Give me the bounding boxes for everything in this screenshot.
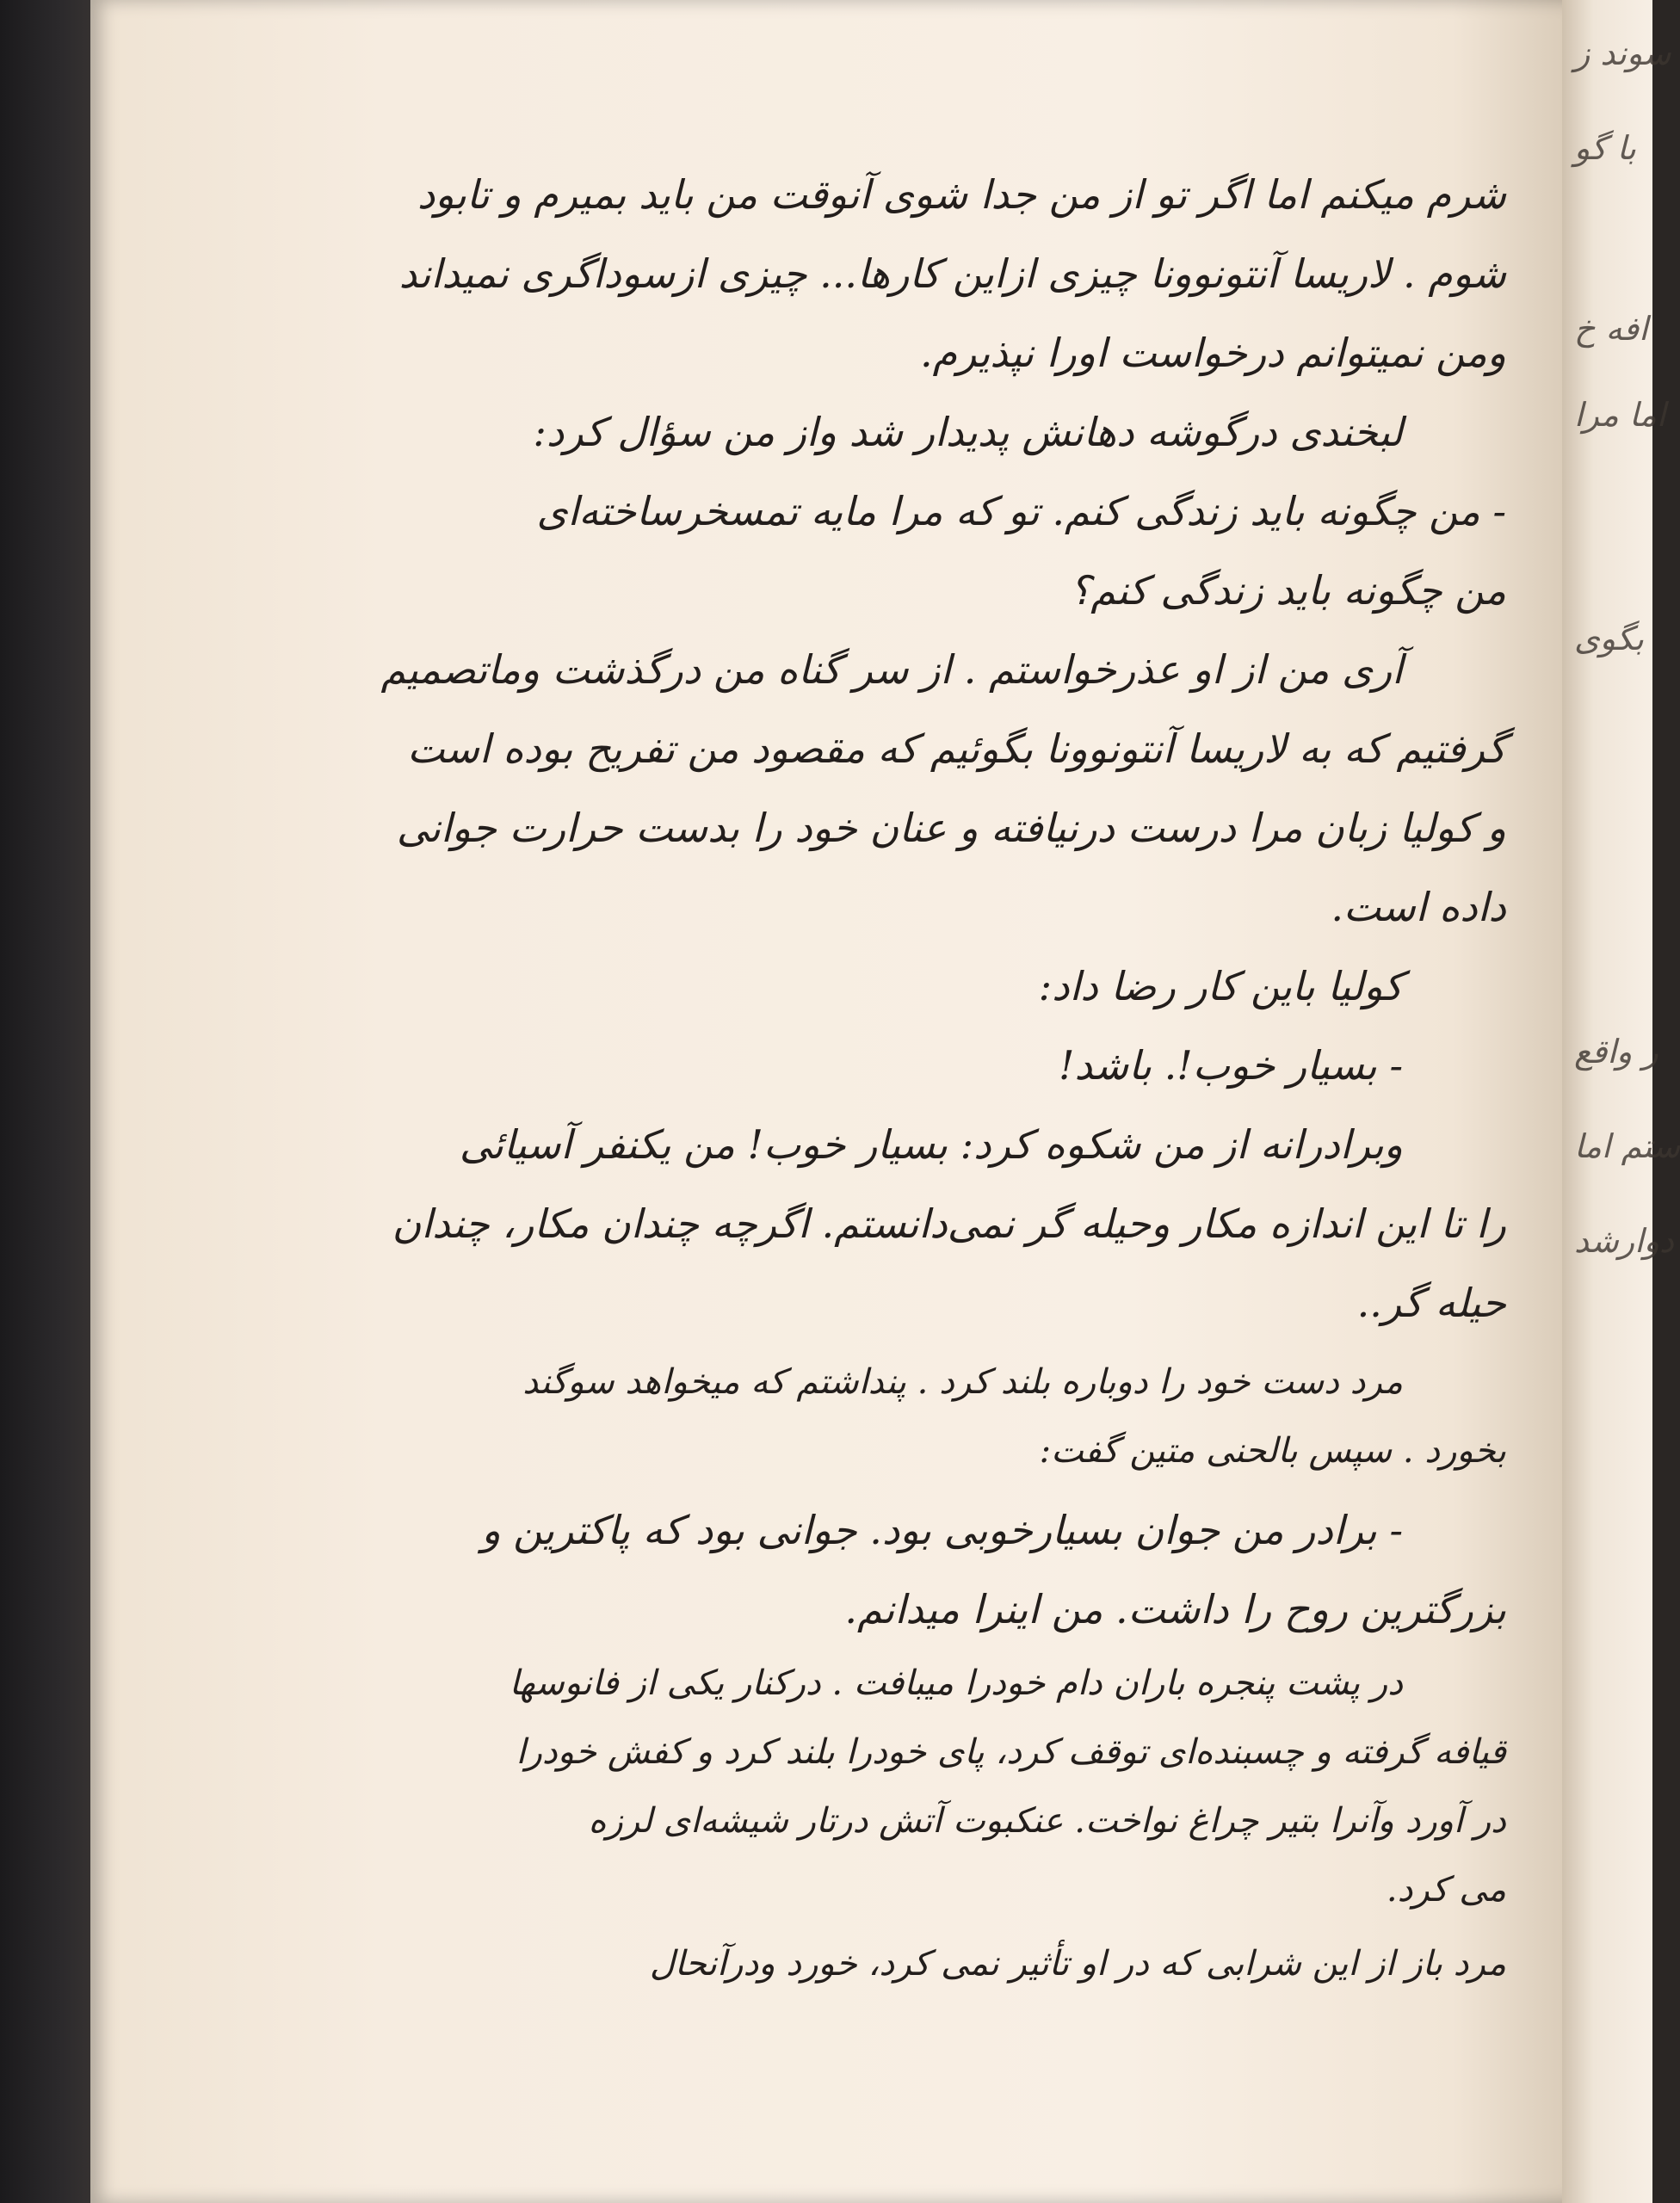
page-body-text — [301, 155, 1506, 1998]
text-line: - برادر من جوان بسیارخوبی بود. جوانی بود که پاکترین و — [481, 1507, 1403, 1553]
text-line: - من چگونه باید زندگی کنم. تو که مرا مایه تمسخرساخته‌ای — [536, 488, 1506, 534]
text-line: و کولیا زبان مرا درست درنیافته و عنان خود را بدست حرارت جوانی — [396, 805, 1506, 851]
next-page-edge — [1562, 0, 1680, 2203]
text-line: ومن نمیتوانم درخواست اورا نپذیرم. — [920, 330, 1506, 376]
text-line: حیله گر.. — [1356, 1280, 1506, 1326]
text-line: می کرد. — [1386, 1870, 1506, 1910]
text-line: در آورد وآنرا بتیر چراغ نواخت. عنکبوت آتش درتار شیشه‌ای لرزه — [588, 1801, 1506, 1841]
next-page-fragment: دوارشد — [1574, 1222, 1674, 1260]
next-page-fragment: با گو — [1574, 129, 1636, 167]
text-line: لبخندی درگوشه دهانش پدیدار شد واز من سؤال کرد: — [533, 409, 1403, 455]
text-line: من چگونه باید زندگی کنم؟ — [1069, 567, 1506, 614]
text-line: - بسیار خوب!. باشد! — [1059, 1042, 1403, 1089]
next-page-fragment: سوند ز — [1574, 34, 1671, 72]
text-line: شوم . لاریسا آنتونوونا چیزی ازاین کارها... چیزی ازسوداگری نمیداند — [398, 250, 1506, 297]
text-line: آری من از او عذرخواستم . از سر گناه من درگذشت وماتصمیم — [380, 646, 1403, 693]
text-line: قیافه گرفته و چسبنده‌ای توقف کرد، پای خودرا بلند کرد و کفش خودرا — [516, 1732, 1506, 1772]
table-surface — [0, 0, 103, 2203]
text-line: شرم میکنم اما اگر تو از من جدا شوی آنوقت من باید بمیرم و تابود — [417, 171, 1506, 218]
next-page-fragment: ستم اما — [1574, 1127, 1680, 1165]
text-line: مرد باز از این شرابی که در او تأثیر نمی کرد، خورد ودرآنحال — [649, 1944, 1506, 1984]
next-page-fragment: بگوی — [1574, 620, 1644, 657]
text-line: وبرادرانه از من شکوه کرد: بسیار خوب! من یکنفر آسیائی — [459, 1121, 1403, 1168]
text-line: بخورد . سپس بالحنی متین گفت: — [1039, 1431, 1506, 1471]
next-page-fragment: ر واقع — [1574, 1033, 1658, 1071]
text-line: مرد دست خود را دوباره بلند کرد . پنداشتم که میخواهد سوگند — [522, 1362, 1403, 1402]
text-line: کولیا باین کار رضا داد: — [1038, 963, 1403, 1009]
text-line: گرفتیم که به لاریسا آنتونوونا بگوئیم که مقصود من تفریح بوده است — [407, 725, 1506, 772]
next-page-fragment: افه خ — [1574, 310, 1648, 348]
text-line: داده است. — [1331, 884, 1506, 930]
text-line: بزرگترین روح را داشت. من اینرا میدانم. — [844, 1586, 1506, 1632]
next-page-fragment: اما مرا — [1574, 396, 1666, 434]
text-line: در پشت پنجره باران دام خودرا میبافت . درکنار یکی از فانوسها — [509, 1663, 1403, 1703]
text-line: را تا این اندازه مکار وحیله گر نمی‌دانستم. اگرچه چندان مکار، چندان — [392, 1200, 1506, 1247]
